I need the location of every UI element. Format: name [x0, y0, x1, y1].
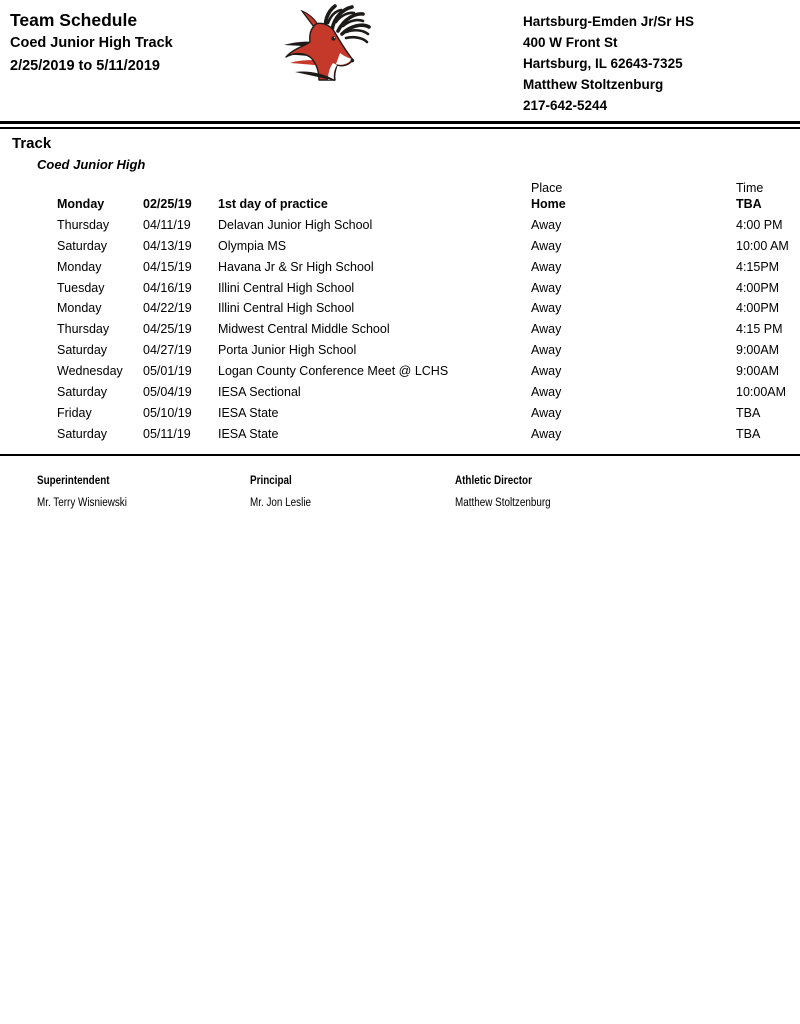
- official-title: [455, 474, 566, 488]
- schedule-row: [0, 298, 800, 319]
- schedule-row: [0, 257, 800, 278]
- double-divider-thin: [0, 127, 800, 129]
- row-date: 05/04/19: [143, 385, 192, 400]
- official-title-text: Principal: [250, 475, 292, 487]
- row-event: Porta Junior High School: [218, 343, 357, 358]
- row-place: Away: [531, 280, 562, 295]
- row-event: IESA Sectional: [218, 385, 301, 400]
- row-day: Saturday: [57, 343, 108, 358]
- row-event: Midwest Central Middle School: [218, 322, 390, 337]
- row-place: Away: [531, 364, 562, 379]
- row-event: IESA State: [218, 405, 279, 420]
- row-place: Away: [531, 217, 562, 232]
- row-day: Monday: [57, 259, 102, 274]
- row-day: Tuesday: [57, 280, 105, 295]
- row-date: 04/15/19: [143, 259, 192, 274]
- row-place: Away: [531, 301, 562, 316]
- official-title: [37, 474, 142, 488]
- schedule-row: [0, 382, 800, 403]
- schedule-row: [0, 278, 800, 299]
- team-heading: Coed Junior High: [37, 157, 146, 172]
- title-block: [10, 9, 173, 78]
- school-info-block: [523, 11, 694, 116]
- row-day: Friday: [57, 405, 92, 420]
- row-event: 1st day of practice: [218, 197, 328, 211]
- schedule-row: [0, 319, 800, 340]
- row-day: Monday: [57, 301, 102, 316]
- row-place: Away: [531, 405, 562, 420]
- row-date: 05/10/19: [143, 405, 192, 420]
- double-divider-thick: [0, 121, 800, 124]
- row-event: Logan County Conference Meet @ LCHS: [218, 364, 449, 379]
- official-name-text: Mr. Terry Wisniewski: [37, 497, 127, 509]
- row-day: Saturday: [57, 426, 108, 441]
- row-date: 04/27/19: [143, 343, 192, 358]
- row-day: Saturday: [57, 385, 108, 400]
- row-date: 05/01/19: [143, 364, 192, 379]
- schedule-row: [0, 236, 800, 257]
- row-time: 10:00 AM: [736, 238, 789, 253]
- page-title: Team Schedule: [10, 10, 138, 30]
- school-phone: 217-642-5244: [523, 98, 608, 113]
- row-time: TBA: [736, 197, 762, 211]
- row-place: Home: [531, 197, 566, 211]
- schedule-row: [0, 361, 800, 382]
- official-title: [250, 474, 321, 488]
- row-date: 04/22/19: [143, 301, 192, 316]
- official-column: [455, 474, 566, 510]
- schedule-row: [0, 215, 800, 236]
- row-date: 04/25/19: [143, 322, 192, 337]
- row-time: 4:00PM: [736, 280, 780, 295]
- school-name: Hartsburg-Emden Jr/Sr HS: [523, 14, 695, 29]
- row-place: Away: [531, 343, 562, 358]
- official-title-text: Athletic Director: [455, 475, 532, 487]
- row-place: Away: [531, 322, 562, 337]
- official-name: [455, 496, 566, 510]
- official-name: [37, 496, 142, 510]
- schedule-row: [0, 424, 800, 445]
- row-day: Monday: [57, 197, 105, 211]
- official-column: [250, 474, 321, 510]
- row-place: Away: [531, 238, 562, 253]
- row-date: 02/25/19: [143, 197, 192, 211]
- school-address-line2: Hartsburg, IL 62643-7325: [523, 56, 683, 71]
- row-event: Havana Jr & Sr High School: [218, 259, 374, 274]
- row-time: TBA: [736, 405, 761, 420]
- row-time: 4:15 PM: [736, 322, 783, 337]
- school-address-line1: 400 W Front St: [523, 35, 618, 50]
- row-place: Away: [531, 259, 562, 274]
- stag-mascot-logo-icon: [283, 1, 378, 81]
- row-time: 9:00AM: [736, 343, 780, 358]
- official-name-text: Mr. Jon Leslie: [250, 497, 312, 509]
- date-range: 2/25/2019 to 5/11/2019: [10, 58, 160, 74]
- school-contact-name: Matthew Stoltzenburg: [523, 77, 664, 92]
- sport-heading: Track: [12, 135, 52, 152]
- row-event: Illini Central High School: [218, 280, 355, 295]
- time-column-header: Time: [736, 181, 764, 195]
- schedule-row: [0, 194, 800, 215]
- team-name-title: Coed Junior High Track: [10, 35, 173, 51]
- row-time: 9:00AM: [736, 364, 780, 379]
- footer-divider: [0, 454, 800, 456]
- row-day: Saturday: [57, 238, 108, 253]
- row-date: 04/13/19: [143, 238, 192, 253]
- row-date: 05/11/19: [143, 426, 191, 441]
- schedule-row: [0, 403, 800, 424]
- schedule-row: [0, 340, 800, 361]
- row-day: Thursday: [57, 322, 110, 337]
- row-date: 04/11/19: [143, 217, 191, 232]
- row-time: 4:00PM: [736, 301, 780, 316]
- place-column-header: Place: [531, 181, 563, 195]
- officials-block: [0, 474, 800, 524]
- row-event: Delavan Junior High School: [218, 217, 373, 232]
- row-time: TBA: [736, 426, 761, 441]
- row-event: IESA State: [218, 426, 279, 441]
- official-name-text: Matthew Stoltzenburg: [455, 497, 551, 509]
- row-time: 4:15PM: [736, 259, 780, 274]
- row-place: Away: [531, 385, 562, 400]
- row-place: Away: [531, 426, 562, 441]
- official-name: [250, 496, 321, 510]
- row-time: 4:00 PM: [736, 217, 783, 232]
- row-event: Olympia MS: [218, 238, 287, 253]
- row-day: Wednesday: [57, 364, 123, 379]
- official-column: [37, 474, 142, 510]
- schedule-rows: [0, 194, 800, 445]
- row-date: 04/16/19: [143, 280, 192, 295]
- row-day: Thursday: [57, 217, 110, 232]
- row-event: Illini Central High School: [218, 301, 355, 316]
- official-title-text: Superintendent: [37, 475, 110, 487]
- row-time: 10:00AM: [736, 385, 787, 400]
